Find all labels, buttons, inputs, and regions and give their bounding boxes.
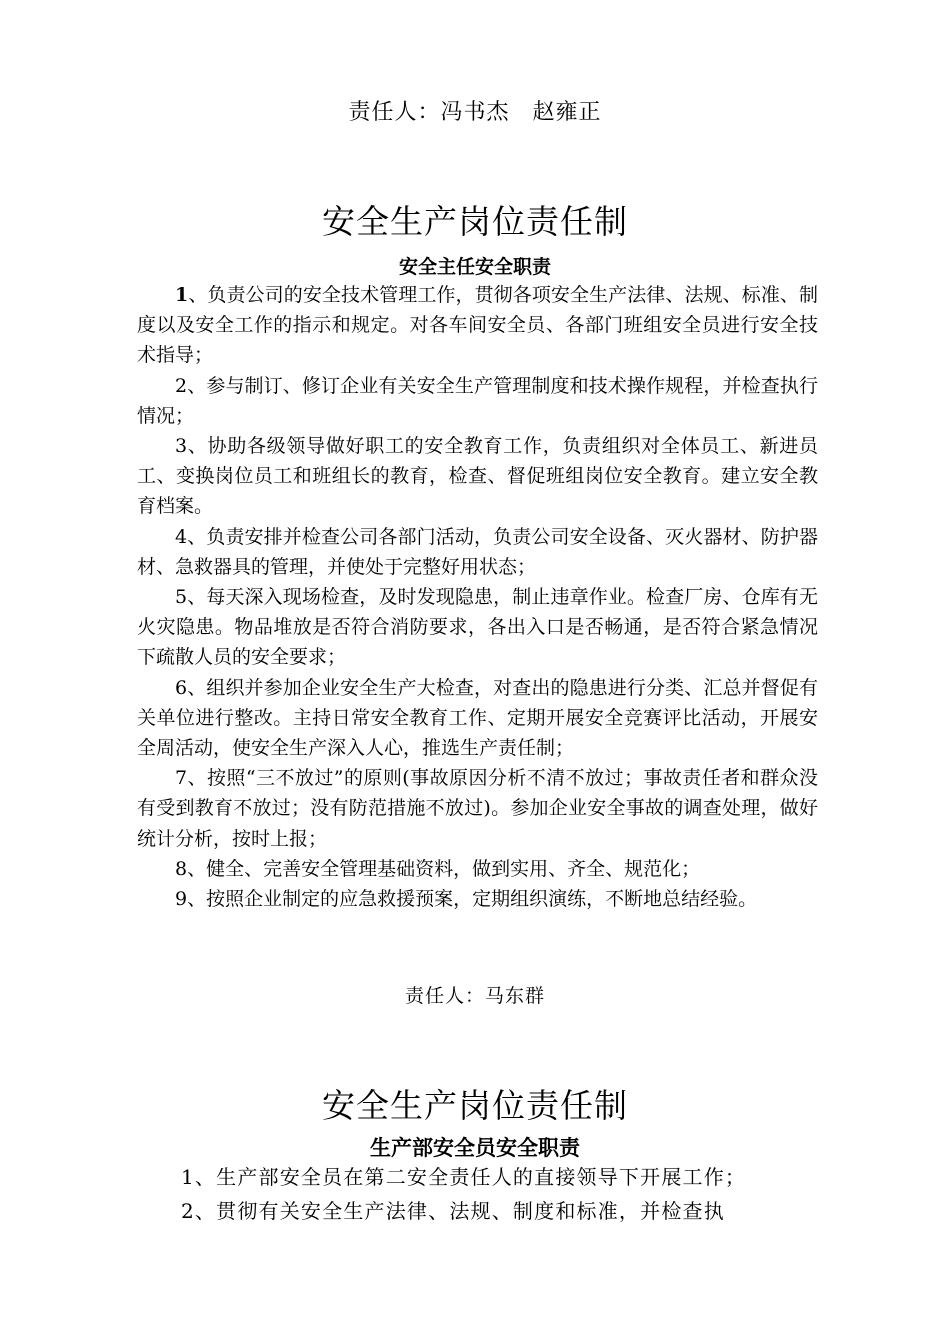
section1-item-3: 3、协助各级领导做好职工的安全教育工作，负责组织对全体员工、新进员工、变换岗位员工和班组长的教育，检查、督促班组岗位安全教育。建立安全教育档案。 [137, 435, 818, 518]
item-number: 1 [175, 284, 189, 306]
section2-title: 安全生产岗位责任制 [322, 1086, 628, 1125]
section1-item-9: 9、按照企业制定的应急救援预案，定期组织演练，不断地总结经验。 [175, 888, 758, 911]
section1-item-8: 8、健全、完善安全管理基础资料，做到实用、齐全、规范化； [175, 857, 701, 880]
section1-subtitle: 安全主任安全职责 [398, 256, 551, 278]
section1-body [137, 280, 818, 914]
section1-item-2: 2、参与制订、修订企业有关安全生产管理制度和技术操作规程，并检查执行情况； [137, 374, 818, 427]
section2-item-1: 1、生产部安全员在第二安全责任人的直接领导下开展工作； [181, 1165, 747, 1189]
section2-body [137, 1160, 818, 1228]
section1-title: 安全生产岗位责任制 [322, 202, 628, 241]
section1-item-5: 5、每天深入现场检查，及时发现隐患，制止违章作业。检查厂房、仓库有无火灾隐患。物品堆放是否符合消防要求，各出入口是否畅通，是否符合紧急情况下疏散人员的安全要求； [137, 586, 818, 669]
section1-item-4: 4、负责安排并检查公司各部门活动，负责公司安全设备、灭火器材、防护器材、急救器具的管理，并使处于完整好用状态； [137, 525, 818, 578]
section1-responsible: 责任人：马东群 [404, 985, 545, 1007]
section1-item-7: 7、按照“三不放过”的原则(事故原因分析不清不放过；事故责任者和群众没有受到教育不放过；没有防范措施不放过)。参加企业安全事故的调查处理，做好统计分析，按时上报； [137, 767, 818, 850]
section1-item-1: 1、负责公司的安全技术管理工作，贯彻各项安全生产法律、法规、标准、制度以及安全工作的指示和规定。对各车间安全员、各部门班组安全员进行安全技术指导； [137, 284, 818, 367]
section2-item-2: 2、贯彻有关安全生产法律、法规、制度和标准，并检查执 [181, 1199, 725, 1223]
section2-subtitle: 生产部安全员安全职责 [370, 1135, 580, 1160]
section1-item-6: 6、组织并参加企业安全生产大检查，对查出的隐患进行分类、汇总并督促有关单位进行整改。主持日常安全教育工作、定期开展安全竞赛评比活动，开展安全周活动，使安全生产深入人心，推选生产责任制； [137, 676, 818, 760]
top-responsible-line: 责任人：冯书杰 赵雍正 [348, 100, 602, 125]
